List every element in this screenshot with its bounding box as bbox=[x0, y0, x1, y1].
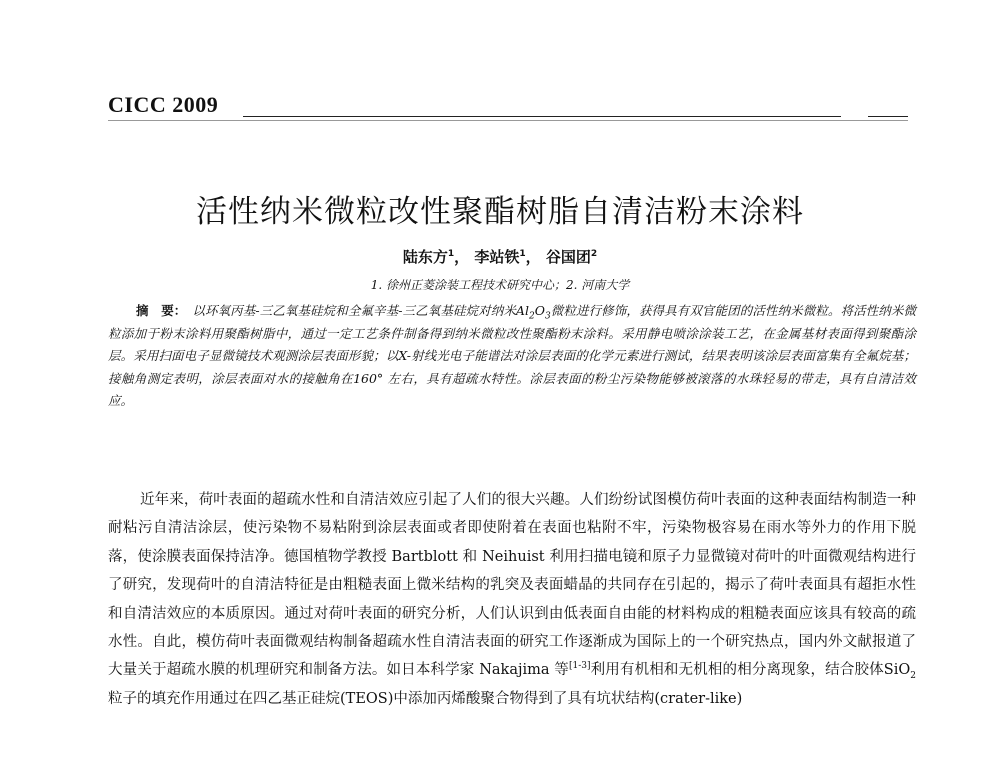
author-name: 谷国团 bbox=[545, 248, 591, 266]
body-paragraph bbox=[108, 486, 916, 713]
affiliation-mark: 1 bbox=[447, 249, 455, 259]
header-rule bbox=[243, 116, 841, 117]
author-list bbox=[0, 246, 1000, 267]
conference-name: CICC 2009 bbox=[108, 92, 219, 117]
body-text: 近年来，荷叶表面的超疏水性和自清洁效应引起了人们的很大兴趣。人们纷纷试图模仿荷叶表面的这种表面结构制造一种耐粘污自清洁涂层，使污染物不易粘附到涂层表面或者即使附着在表面也粘附不牢，污染物极容易在雨水等外力的作用下脱落，使涂膜表面保持洁净。德国植物学教授 Bartblott 和 Neihuist 利用扫描电镜和原子力显微镜对荷叶的叶面微观结构进行了研究，发现荷叶的自清洁特征是由粗糙表面上微米结构的乳突及表面蜡晶的共同存在引起的，揭示了荷叶表面具有超拒水性和自清洁效应的本质原因。通过对荷叶表面的研究分析，人们认识到由低表面自由能的材料构成的粗糙表面应该具有较高的疏水性。自此，模仿荷叶表面微观结构制备超疏水性自清洁表面的研究工作逐渐成为国际上的一个研究热点，国内外文献报道了大量关于超疏水膜的机理研究和制备方法。如日本科学家 Nakajima 等 bbox=[108, 492, 916, 679]
abstract bbox=[108, 300, 916, 413]
abstract-label: 摘 要： bbox=[136, 303, 187, 318]
paper-title: 活性纳米微粒改性聚酯树脂自清洁粉末涂料 bbox=[196, 194, 804, 230]
subscript: 2 bbox=[528, 311, 535, 322]
author-name: 陆东方 bbox=[402, 248, 448, 266]
citation: [1-3] bbox=[568, 661, 591, 672]
affiliation-mark: 2 bbox=[590, 249, 598, 259]
abstract-text: 以环氧丙基-三乙氧基硅烷和全氟辛基-三乙氧基硅烷对纳米Al bbox=[192, 303, 529, 318]
header-underline bbox=[108, 120, 908, 121]
body-text: 利用有机相和无机相的相分离现象，结合胶体SiO bbox=[590, 662, 911, 679]
body-text: 粒子的填充作用通过在四乙基正硅烷(TEOS)中添加丙烯酸聚合物得到了具有坑状结构(crater-like) bbox=[108, 690, 743, 707]
subscript: 3 bbox=[544, 311, 551, 322]
subscript: 2 bbox=[910, 671, 916, 682]
affiliation-mark: 1 bbox=[519, 249, 526, 259]
running-header bbox=[108, 92, 908, 122]
affiliations: 1. 徐州正菱涂装工程技术研究中心；2. 河南大学 bbox=[370, 278, 630, 292]
author-separator: ， bbox=[454, 248, 470, 266]
author-name: 李站铁 bbox=[474, 248, 520, 266]
author-separator: ， bbox=[525, 248, 541, 266]
abstract-text: 微粒进行修饰，获得具有双官能团的活性纳米微粒。将活性纳米微粒添加于粉末涂料用聚酯树脂中，通过一定工艺条件制备得到纳米微粒改性聚酯粉末涂料。采用静电喷涂涂装工艺，在金属基材表面得到聚酯涂层。采用扫面电子显微镜技术观测涂层表面形貌；以X-射线光电子能谱法对涂层表面的化学元素进行测试，结果表明该涂层表面富集有全氟烷基；接触角测定表明，涂层表面对水的接触角在160° 左右，具有超疏水特性。涂层表面的粉尘污染物能够被滚落的水珠轻易的带走，具有自清洁效应。 bbox=[108, 303, 916, 409]
abstract-text: O bbox=[534, 303, 545, 318]
header-rule-short bbox=[868, 116, 908, 117]
